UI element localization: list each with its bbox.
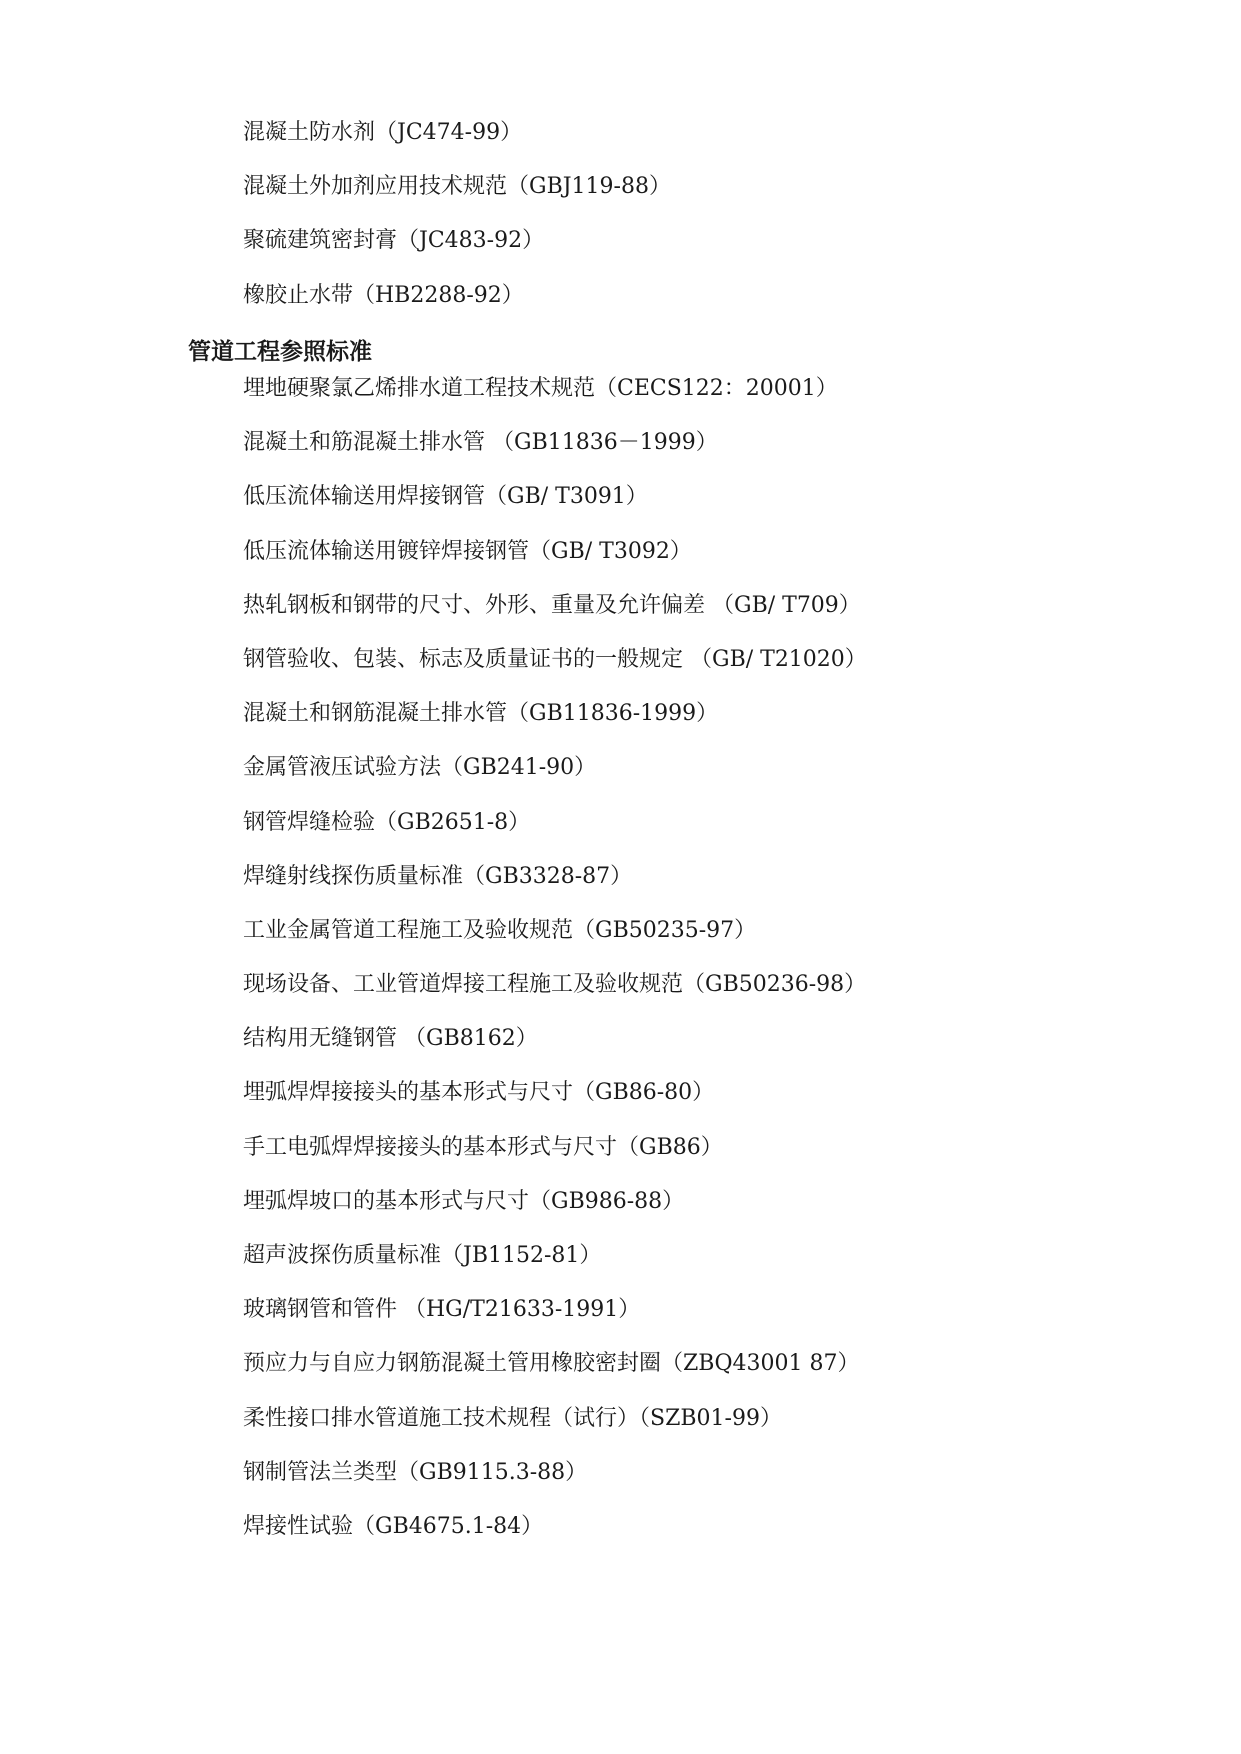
list-item: 埋弧焊坡口的基本形式与尺寸（GB986-88） (243, 1188, 685, 1214)
pipeline-standards-list (0, 368, 1241, 1560)
list-item: 超声波探伤质量标准（JB1152-81） (243, 1243, 602, 1268)
list-item: 混凝土和钢筋混凝土排水管（GB11836-1999） (243, 701, 719, 727)
list-item: 预应力与自应力钢筋混凝土管用橡胶密封圈（ZBQ43001 87） (243, 1351, 860, 1377)
list-item: 钢管验收、包装、标志及质量证书的一般规定 （GB/ T21020） (243, 646, 867, 672)
list-item: 低压流体输送用焊接钢管（GB/ T3091） (243, 484, 648, 510)
list-item: 手工电弧焊焊接接头的基本形式与尺寸（GB86） (243, 1134, 723, 1160)
list-item: 柔性接口排水管道施工技术规程（试行）（SZB01-99） (243, 1405, 782, 1431)
list-item: 埋地硬聚氯乙烯排水道工程技术规范（CECS122：20001） (243, 376, 838, 401)
list-item: 钢制管法兰类型（GB9115.3-88） (243, 1459, 588, 1485)
list-item: 热轧钢板和钢带的尺寸、外形、重量及允许偏差 （GB/ T709） (243, 592, 861, 618)
list-item: 金属管液压试验方法（GB241-90） (243, 755, 597, 781)
list-item: 橡胶止水带（HB2288-92） (243, 282, 524, 308)
list-item: 工业金属管道工程施工及验收规范（GB50235-97） (243, 917, 757, 943)
list-item: 聚硫建筑密封膏（JC483-92） (243, 228, 545, 254)
list-item: 埋弧焊焊接接头的基本形式与尺寸（GB86-80） (243, 1080, 715, 1106)
list-item: 焊接性试验（GB4675.1-84） (243, 1513, 544, 1539)
list-item: 现场设备、工业管道焊接工程施工及验收规范（GB50236-98） (243, 972, 867, 998)
section-heading: 管道工程参照标准 (188, 339, 372, 365)
list-item: 低压流体输送用镀锌焊接钢管（GB/ T3092） (243, 538, 692, 564)
list-item: 钢管焊缝检验（GB2651-8） (243, 809, 531, 835)
list-item: 玻璃钢管和管件 （HG/T21633-1991） (243, 1297, 641, 1323)
list-item: 混凝土和筋混凝土排水管 （GB11836－1999） (243, 430, 718, 456)
list-item: 结构用无缝钢管 （GB8162） (243, 1026, 538, 1052)
list-item: 焊缝射线探伤质量标准（GB3328-87） (243, 863, 633, 889)
list-item: 混凝土防水剂（JC474-99） (243, 120, 523, 145)
list-item: 混凝土外加剂应用技术规范（GBJ119-88） (243, 174, 671, 200)
top-standards-list (0, 112, 1241, 329)
